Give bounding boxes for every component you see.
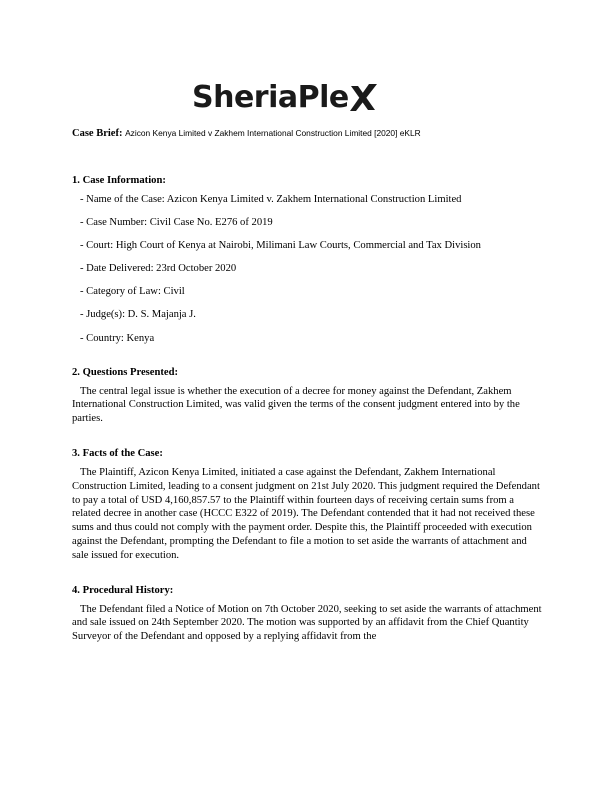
case-brief-title: Azicon Kenya Limited v Zakhem International Construction Limited [2020] eKLR bbox=[125, 128, 421, 138]
facts-text: The Plaintiff, Azicon Kenya Limited, initiated a case against the Defendant, Zakhem International Construction Limited, leading to a consent judgment on 21st July 2020. This judgment required the Defendant to pay a total of USD 4,160,857.57 to the Plaintiff within fourteen days of receiving certain sums from a related decree in another case (HCCC E322 of 2019). The Defendant contended that it had not received these sums and thus could not comply with the payment order. Despite this, the Plaintiff proceeded with execution against the Defendant, prompting the Defendant to file a motion to set aside the warrants of attachment and sale issued for execution. bbox=[72, 466, 540, 561]
questions-presented-heading: 2. Questions Presented: bbox=[72, 366, 179, 378]
logo-text: SheriaPle bbox=[192, 80, 349, 115]
logo-x-mark-icon bbox=[348, 83, 378, 113]
facts-heading: 3. Facts of the Case: bbox=[72, 447, 163, 459]
procedural-history-heading: 4. Procedural History: bbox=[72, 584, 174, 596]
case-brief-line bbox=[72, 128, 542, 139]
case-info-item-category: - Category of Law: Civil bbox=[80, 286, 185, 298]
document-body bbox=[72, 175, 542, 666]
sheriaplex-logo bbox=[192, 78, 422, 118]
case-information-heading: 1. Case Information: bbox=[72, 175, 166, 186]
case-info-item-judges: - Judge(s): D. S. Majanja J. bbox=[80, 309, 196, 321]
case-info-item-number: - Case Number: Civil Case No. E276 of 2019 bbox=[80, 217, 273, 229]
case-information-list bbox=[72, 193, 542, 345]
case-info-item-name: - Name of the Case: Azicon Kenya Limited v. Zakhem International Construction Limited bbox=[80, 194, 462, 205]
case-info-item-court: - Court: High Court of Kenya at Nairobi, Milimani Law Courts, Commercial and Tax Division bbox=[80, 240, 481, 252]
case-brief-label: Case Brief: bbox=[72, 128, 123, 139]
case-info-item-date: - Date Delivered: 23rd October 2020 bbox=[80, 263, 237, 275]
procedural-history-text: The Defendant filed a Notice of Motion on 7th October 2020, seeking to set aside the warrants of attachment and sale issued on 24th September 2020. The motion was supported by an affidavit from the Chief Quantity Surveyor of the Defendant and opposed by a replying affidavit from the bbox=[72, 603, 542, 643]
case-info-item-country: - Country: Kenya bbox=[80, 332, 155, 344]
questions-presented-text: The central legal issue is whether the execution of a decree for money against the Defendant, Zakhem International Construction Limited, was valid given the terms of the consent judgment entered into by the parties. bbox=[72, 385, 520, 425]
